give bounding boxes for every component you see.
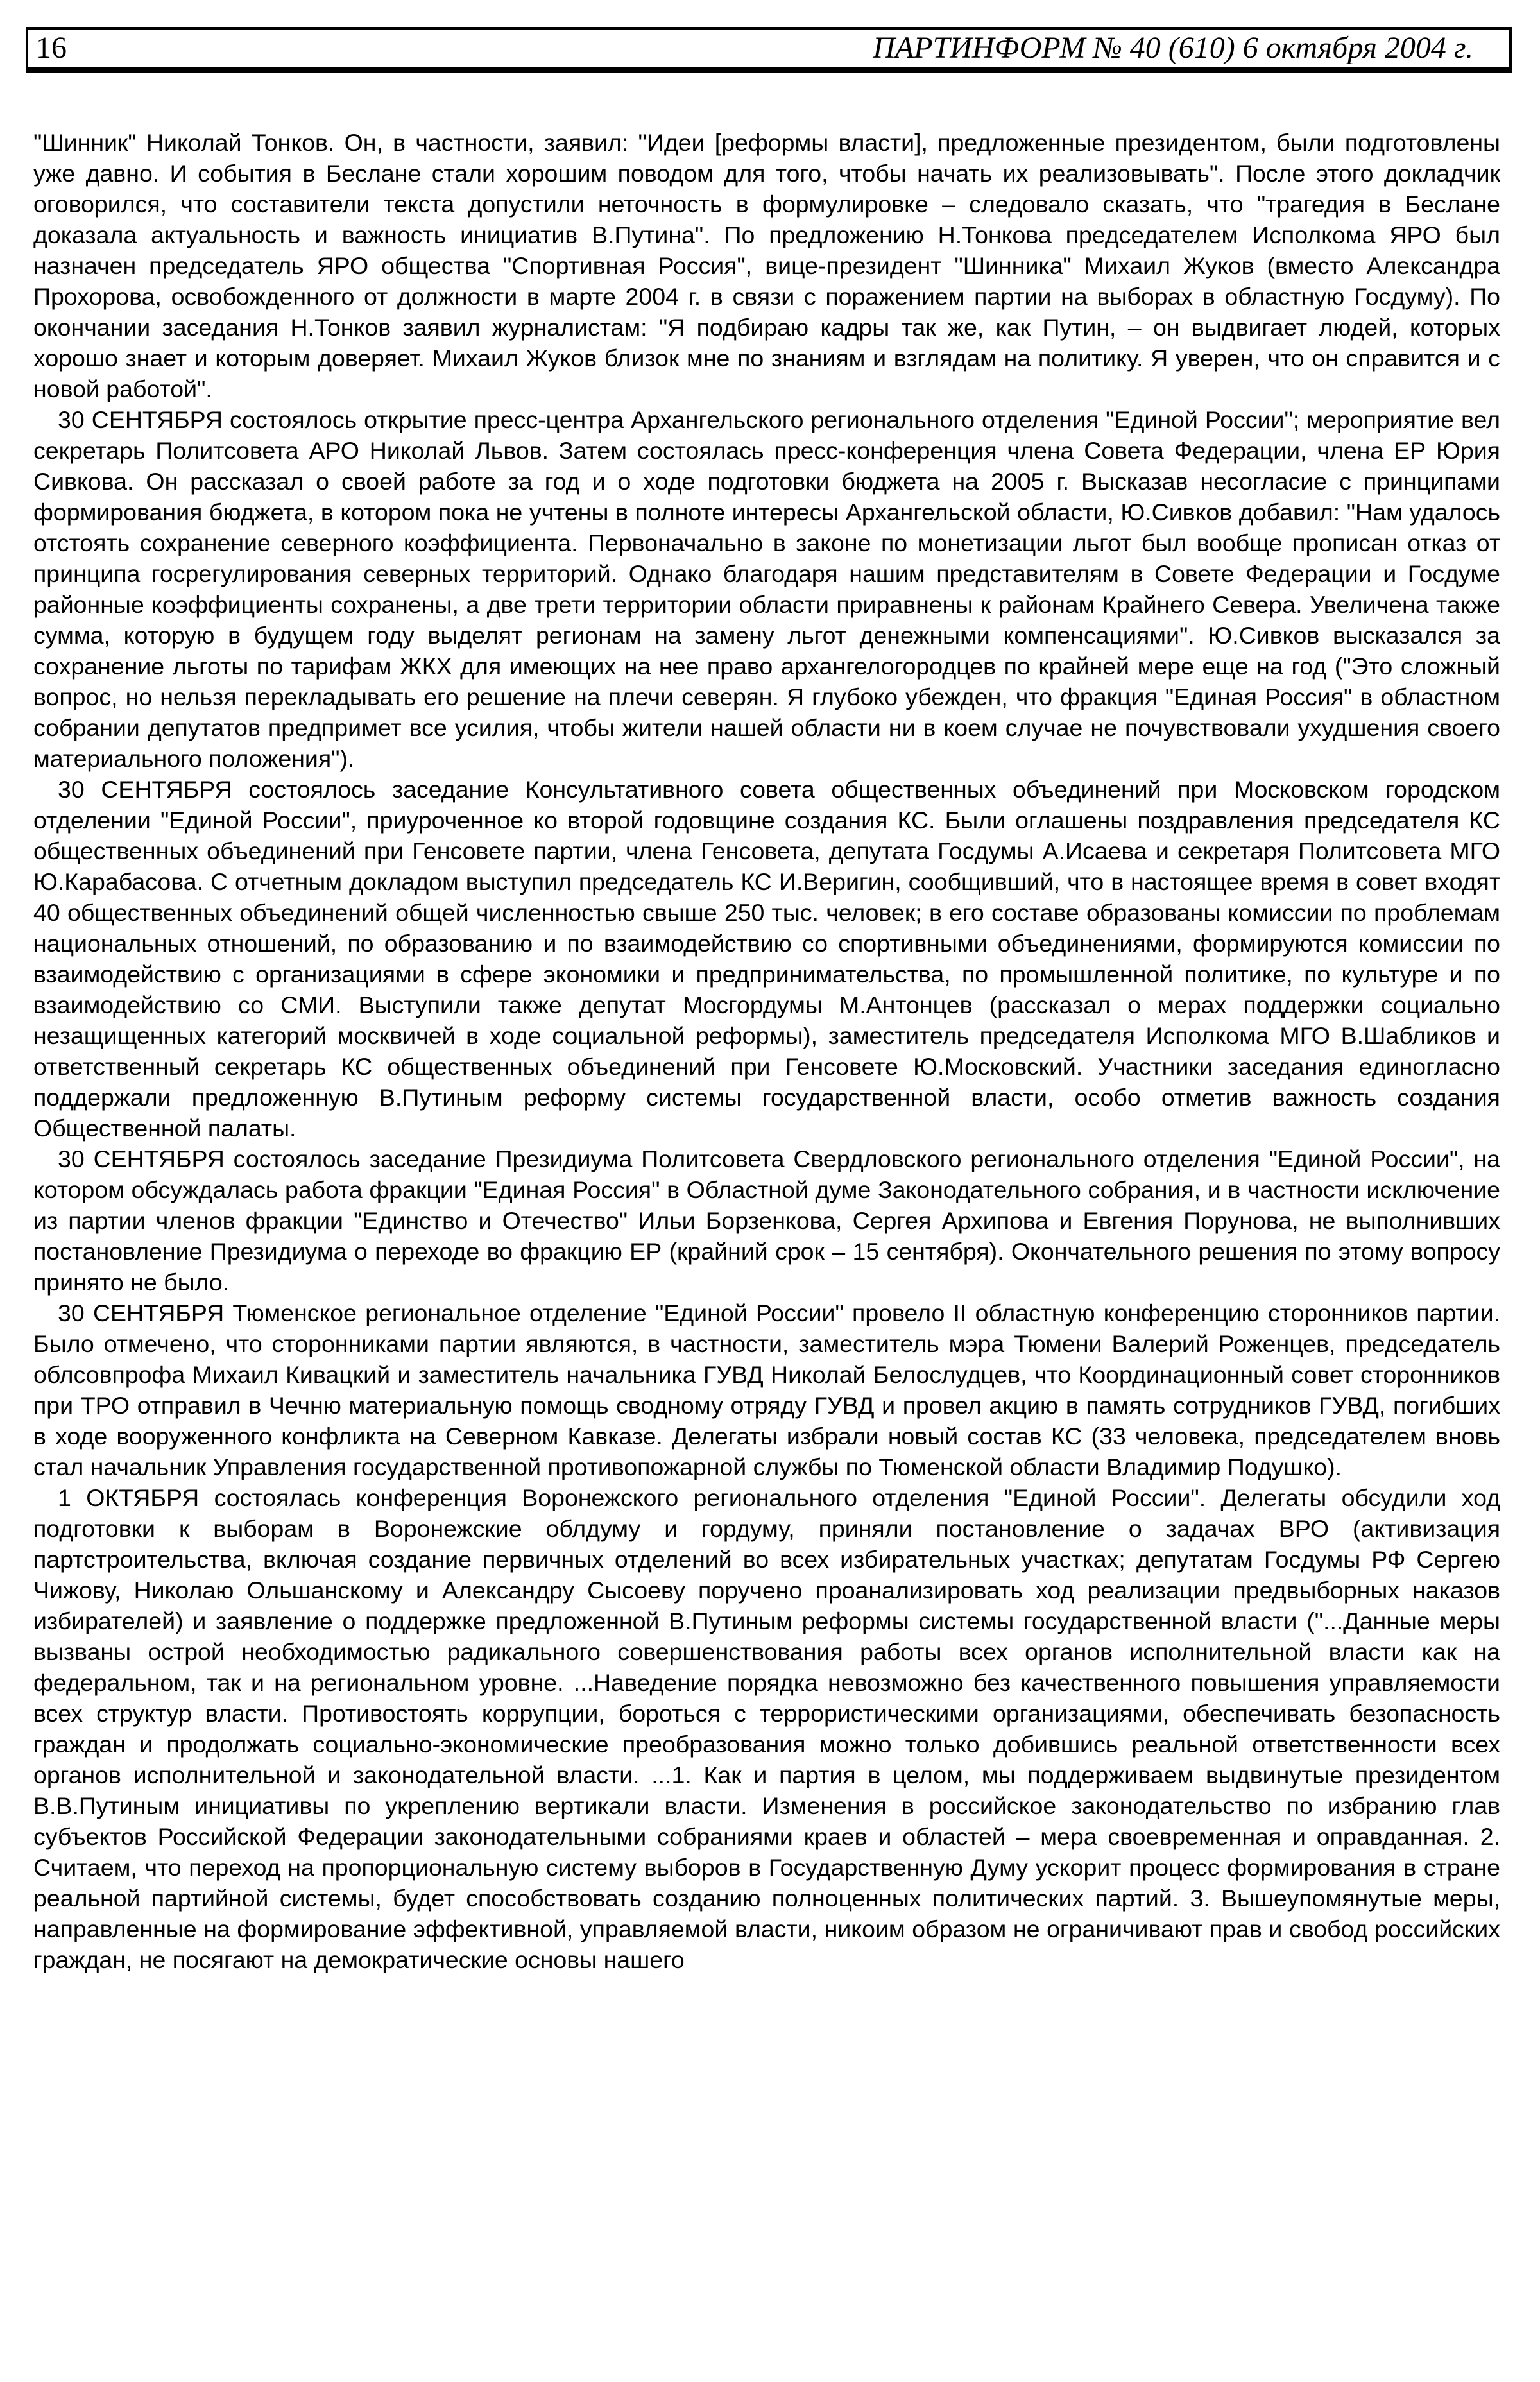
paragraph: 30 СЕНТЯБРЯ состоялось заседание Консультативного совета общественных объединений при Московском городском отделении "Единой России", приуроченное ко второй годовщине создания КС. Были оглашены поздравления председателя КС общественных объединений при Генсовете партии, члена Генсовета, депутата Госдумы А.Исаева и секретаря Политсовета МГО Ю.Карабасова. С отчетным докладом выступил председатель КС И.Веригин, сообщивший, что в настоящее время в совет входят 40 общественных объединений общей численностью свыше 250 тыс. человек; в его составе образованы комиссии по проблемам национальных отношений, по образованию и по взаимодействию со спортивными объединениями, формируются комиссии по взаимодействию с организациями в сфере экономики и предпринимательства, по промышленной политике, по культуре и по взаимодействию со СМИ. Выступили также депутат Мосгордумы М.Антонцев (рассказал о мерах поддержки социально незащищенных категорий москвичей в ходе социальной реформы), заместитель председателя Исполкома МГО В.Шабликов и ответственный секретарь КС общественных объединений при Генсовете Ю.Московский. Участники заседания единогласно поддержали предложенную В.Путиным реформу системы государственной власти, особо отметив важность создания Общественной палаты.	[33, 776, 1500, 1142]
paragraph: 1 ОКТЯБРЯ состоялась конференция Воронежского регионального отделения "Единой России". Делегаты обсудили ход подготовки к выборам в Воронежские облдуму и гордуму, приняли постановление о задачах ВРО (активизация партстроительства, включая создание первичных отделений во всех избирательных участках; депутатам Госдумы РФ Сергею Чижову, Николаю Ольшанскому и Александру Сысоеву поручено проанализировать ход реализации предвыборных наказов избирателей) и заявление о поддержке предложенной В.Путиным реформы системы государственной власти ("...Данные меры вызваны острой необходимостью радикального совершенствования работы всех органов исполнительной власти как на федеральном, так и на региональном уровне. ...Наведение порядка невозможно без качественного повышения управляемости всех структур власти. Противостоять коррупции, бороться с террористическими организациями, обеспечивать безопасность граждан и продолжать социально-экономические преобразования можно только добившись реальной ответственности всех органов исполнительной и законодательной власти. ...1. Как и партия в целом, мы поддерживаем выдвинутые президентом В.В.Путиным инициативы по укреплению вертикали власти. Изменения в российское законодательство по избранию глав субъектов Российской Федерации законодательными собраниями краев и областей – мера своевременная и оправданная. 2. Считаем, что переход на пропорциональную систему выборов в Государственную Думу ускорит процесс формирования в стране реальной партийной системы, будет способствовать созданию полноценных политических партий. 3. Вышеупомянутые меры, направленные на формирование эффективной, управляемой власти, никоим образом не ограничивают прав и свобод российских граждан, не посягают на демократические основы нашего	[33, 1484, 1500, 1973]
paragraph: 30 СЕНТЯБРЯ состоялось заседание Президиума Политсовета Свердловского регионального отделения "Единой России", на котором обсуждалась работа фракции "Единая Россия" в Областной думе Законодательного собрания, и в частности исключение из партии членов фракции "Единство и Отечество" Ильи Борзенкова, Сергея Архипова и Евгения Порунова, не выполнивших постановление Президиума о переходе во фракцию ЕР (крайний срок – 15 сентября). Окончательного решения по этому вопросу принято не было.	[33, 1145, 1500, 1296]
paragraph: "Шинник" Николай Тонков. Он, в частности, заявил: "Идеи [реформы власти], предложенные президентом, были подготовлены уже давно. И события в Беслане стали хорошим поводом для того, чтобы начать их реализовывать". После этого докладчик оговорился, что составители текста допустили неточность в формулировке – следовало сказать, что "трагедия в Беслане доказала актуальность и важность инициатив В.Путина". По предложению Н.Тонкова председателем Исполкома ЯРО был назначен председатель ЯРО общества "Спортивная Россия", вице-президент "Шинника" Михаил Жуков (вместо Александра Прохорова, освобожденного от должности в марте 2004 г. в связи с поражением партии на выборах в областную Госдуму). По окончании заседания Н.Тонков заявил журналистам: "Я подбираю кадры так же, как Путин, – он выдвигает людей, которых хорошо знает и которым доверяет. Михаил Жуков близок мне по знаниям и взглядам на политику. Я уверен, что он справится и с новой работой".	[33, 129, 1500, 402]
paragraph: 30 СЕНТЯБРЯ состоялось открытие пресс-центра Архангельского регионального отделения "Единой России"; мероприятие вел секретарь Политсовета АРО Николай Львов. Затем состоялась пресс-конференция члена Совета Федерации, члена ЕР Юрия Сивкова. Он рассказал о своей работе за год и о ходе подготовки бюджета на 2005 г. Высказав несогласие с принципами формирования бюджета, в котором пока не учтены в полноте интересы Архангельской области, Ю.Сивков добавил: "Нам удалось отстоять сохранение северного коэффициента. Первоначально в законе по монетизации льгот был вообще прописан отказ от принципа госрегулирования северных территорий. Однако благодаря нашим представителям в Совете Федерации и Госдуме районные коэффициенты сохранены, а две трети территории области приравнены к районам Крайнего Севера. Увеличена также сумма, которую в будущем году выделят регионам на замену льгот денежными компенсациями". Ю.Сивков высказался за сохранение льготы по тарифам ЖКХ для имеющих на нее право архангелогородцев по крайней мере еще на год ("Это сложный вопрос, но нельзя перекладывать его решение на плечи северян. Я глубоко убежден, что фракция "Единая Россия" в областном собрании депутатов предпримет все усилия, чтобы жители нашей области ни в коем случае не почувствовали ухудшения своего материального положения").	[33, 406, 1500, 772]
page-header	[26, 27, 1512, 73]
article-body	[33, 127, 1500, 1975]
page-number: 16	[36, 31, 67, 65]
paragraph: 30 СЕНТЯБРЯ Тюменское региональное отделение "Единой России" провело II областную конференцию сторонников партии. Было отмечено, что сторонниками партии являются, в частности, заместитель мэра Тюмени Валерий Роженцев, председатель облсовпрофа Михаил Кивацкий и заместитель начальника ГУВД Николай Белослудцев, что Координационный совет сторонников при ТРО отправил в Чечню материальную помощь сводному отряду ГУВД и провел акцию в память сотрудников ГУВД, погибших в ходе вооруженного конфликта на Северном Кавказе. Делегаты избрали новый состав КС (33 человека, председателем вновь стал начальник Управления государственной противопожарной службы по Тюменской области Владимир Подушко).	[33, 1299, 1500, 1480]
issue-title: ПАРТИНФОРМ № 40 (610) 6 октября 2004 г.	[873, 31, 1473, 65]
